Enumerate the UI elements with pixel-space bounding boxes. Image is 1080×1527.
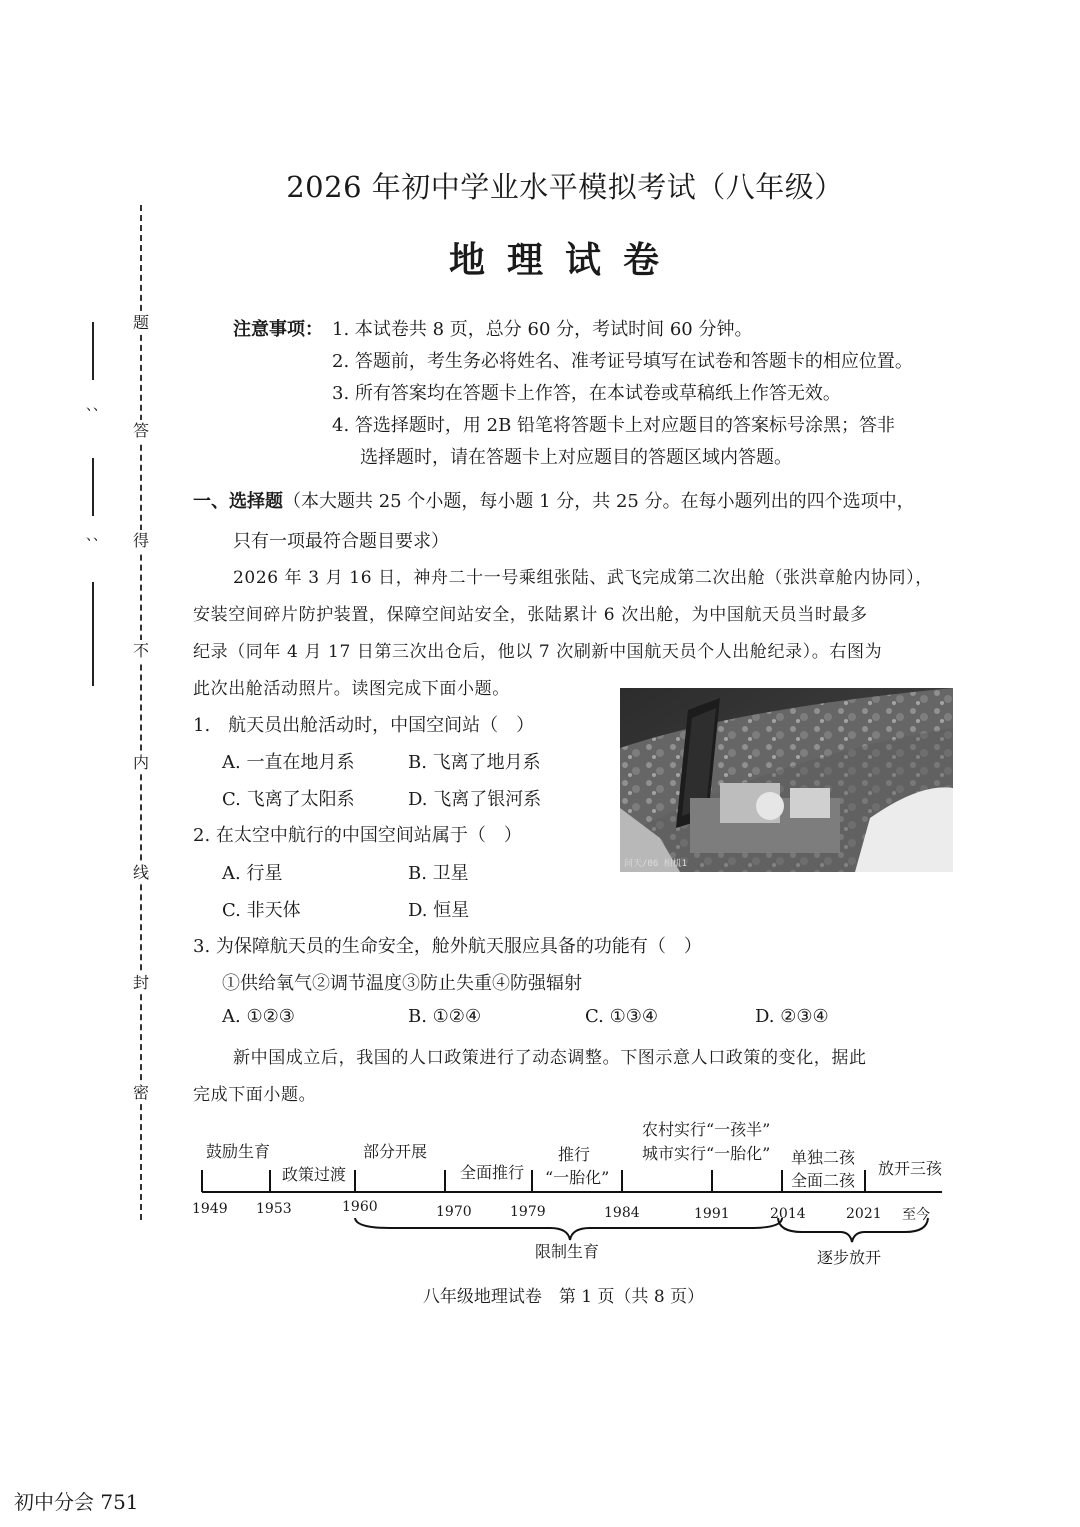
year-label: 1949 xyxy=(192,1201,228,1217)
field-tick: 、、 xyxy=(86,398,107,414)
option[interactable]: C. 飞离了太阳系 xyxy=(222,789,355,810)
question-stem: 3. 为保障航天员的生命安全，舱外航天服应具备的功能有（ ） xyxy=(193,936,702,957)
option[interactable]: B. 飞离了地月系 xyxy=(408,752,541,773)
watermark: 初中分会 751 xyxy=(14,1490,139,1514)
year-label: 2021 xyxy=(846,1206,882,1222)
policy-label: 部分开展 xyxy=(363,1142,428,1161)
field-tick: 、、 xyxy=(86,528,107,544)
question-stem: 2. 在太空中航行的中国空间站属于（ ） xyxy=(193,825,522,846)
spacewalk-photo xyxy=(620,688,953,872)
binding-char: 线 xyxy=(132,863,149,882)
option[interactable]: A. ①②③ xyxy=(222,1006,295,1027)
policy-label: 单独二孩 xyxy=(791,1148,856,1167)
notice-item: 4. 答选择题时，用 2B 铅笔将答题卡上对应题目的答案标号涂黑；答非 xyxy=(332,415,896,436)
policy-label: 推行 xyxy=(558,1145,591,1164)
option[interactable]: A. 行星 xyxy=(222,863,283,884)
class-field-line xyxy=(92,458,94,516)
name-field-line xyxy=(92,322,94,380)
binding-char: 答 xyxy=(132,421,149,440)
passage-line: 纪录（同年 4 月 17 日第三次出仓后，他以 7 次刷新中国航天员个人出舱纪录）。右图为 xyxy=(193,642,883,662)
year-label: 至今 xyxy=(902,1207,930,1223)
section-name: 选择题 xyxy=(229,491,283,512)
notice-item: 2. 答题前，考生务必将姓名、准考证号填写在试卷和答题卡的相应位置。 xyxy=(332,351,913,372)
passage-line: 安装空间碎片防护装置，保障空间站安全，张陆累计 6 次出舱，为中国航天员当时最多 xyxy=(193,605,868,625)
population-policy-timeline xyxy=(190,1110,950,1280)
option[interactable]: A. 一直在地月系 xyxy=(222,752,355,773)
binding-char: 封 xyxy=(132,973,149,992)
page-footer: 八年级地理试卷 第 1 页（共 8 页） xyxy=(422,1287,705,1307)
brace-label: 逐步放开 xyxy=(817,1248,882,1267)
section-heading xyxy=(193,487,915,513)
policy-label: 鼓励生育 xyxy=(206,1142,271,1161)
option[interactable]: D. ②③④ xyxy=(755,1006,829,1027)
subject-title: 地理试卷 xyxy=(448,240,681,281)
option[interactable]: D. 恒星 xyxy=(408,900,470,921)
section-number: 一、 xyxy=(193,491,229,512)
exam-title: 2026 年初中学业水平模拟考试（八年级） xyxy=(286,170,844,204)
notice-label: 注意事项： xyxy=(233,319,323,340)
number-field-line xyxy=(92,582,94,686)
binding-char: 得 xyxy=(132,531,149,550)
option[interactable]: B. 卫星 xyxy=(408,863,469,884)
year-label: 1970 xyxy=(436,1204,472,1220)
policy-label: 放开三孩 xyxy=(878,1159,943,1178)
policy-label: 政策过渡 xyxy=(282,1165,347,1184)
year-label: 1953 xyxy=(256,1201,292,1217)
policy-label: 全面二孩 xyxy=(791,1171,856,1190)
option[interactable]: D. 飞离了银河系 xyxy=(408,789,542,810)
notice-item: 1. 本试卷共 8 页，总分 60 分，考试时间 60 分钟。 xyxy=(332,319,753,340)
passage-line: 2026 年 3 月 16 日，神舟二十一号乘组张陆、武飞完成第二次出舱（张洪章舱内协同）， xyxy=(233,568,933,588)
section-desc: （本大题共 25 个小题，每小题 1 分，共 25 分。在每小题列出的四个选项中， xyxy=(283,491,915,512)
binding-char: 题 xyxy=(132,313,149,332)
option[interactable]: B. ①②④ xyxy=(408,1006,482,1027)
binding-char: 密 xyxy=(132,1083,149,1102)
notice-item: 3. 所有答案均在答题卡上作答，在本试卷或草稿纸上作答无效。 xyxy=(332,383,841,404)
policy-label: 全面推行 xyxy=(460,1163,525,1182)
question-stem: 1. 航天员出舱活动时，中国空间站（ ） xyxy=(193,715,535,736)
option[interactable]: C. ①③④ xyxy=(585,1006,658,1027)
policy-label: 农村实行“一孩半” xyxy=(642,1120,771,1139)
year-label: 1979 xyxy=(510,1204,546,1220)
policy-label: 城市实行“一胎化” xyxy=(642,1144,771,1163)
year-label: 2014 xyxy=(770,1206,806,1222)
binding-char: 不 xyxy=(132,641,149,660)
section-desc-cont: 只有一项最符合题目要求） xyxy=(233,531,449,552)
year-label: 1960 xyxy=(342,1199,378,1215)
year-label: 1991 xyxy=(694,1206,730,1222)
option[interactable]: C. 非天体 xyxy=(222,900,301,921)
policy-label: “一胎化” xyxy=(545,1168,610,1187)
passage-line: 此次出舱活动照片。读图完成下面小题。 xyxy=(193,679,510,699)
year-label: 1984 xyxy=(604,1205,640,1221)
brace-label: 限制生育 xyxy=(535,1242,600,1261)
binding-dashed-line xyxy=(140,205,142,1220)
passage-line: 完成下面小题。 xyxy=(193,1085,317,1105)
passage-line: 新中国成立后，我国的人口政策进行了动态调整。下图示意人口政策的变化，据此 xyxy=(233,1048,867,1068)
notice-item-cont: 选择题时，请在答题卡上对应题目的答题区域内答题。 xyxy=(360,447,792,468)
photo-stamp: 问天/06 相机1 xyxy=(624,859,688,869)
binding-char: 内 xyxy=(132,753,149,772)
question-sub: ①供给氧气②调节温度③防止失重④防强辐射 xyxy=(222,973,582,994)
